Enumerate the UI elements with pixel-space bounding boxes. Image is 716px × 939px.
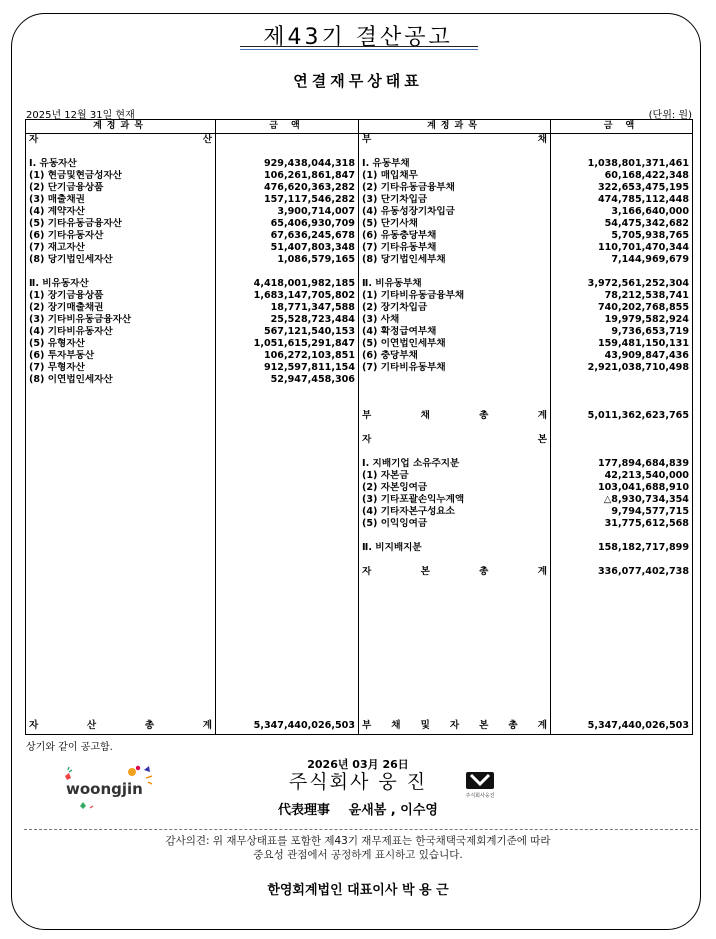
amount-cell: 43,909,847,436 — [551, 350, 693, 362]
amount-cell: 54,475,342,682 — [551, 218, 693, 230]
amount-cell — [216, 422, 359, 434]
account-cell — [26, 542, 216, 554]
amount-cell: 159,481,150,131 — [551, 338, 693, 350]
account-cell: (5) 단기사채 — [359, 218, 551, 230]
account-cell — [26, 530, 216, 542]
noncurrent-liab-value: 3,972,561,252,304 — [551, 278, 693, 290]
amount-cell — [551, 266, 693, 278]
amount-cell: 3,900,714,007 — [216, 206, 359, 218]
account-cell — [26, 146, 216, 158]
account-cell: (1) 자본금 — [359, 470, 551, 482]
account-cell — [26, 554, 216, 566]
account-cell: (3) 기타비유동금융자산 — [26, 314, 216, 326]
table-total-row — [26, 718, 693, 735]
table-row — [26, 554, 693, 566]
account-cell: (1) 장기금융상품 — [26, 290, 216, 302]
table-row — [26, 458, 693, 470]
account-cell: (2) 자본잉여금 — [359, 482, 551, 494]
current-assets-label: Ⅰ. 유동자산 — [26, 158, 216, 170]
amount-cell — [551, 386, 693, 398]
audit-line-1: 감사의견: 위 재무상태표를 포함한 제43기 재무제표는 한국채택국제회계기준에 따라 — [165, 835, 551, 847]
amount-cell — [216, 482, 359, 494]
account-cell: (1) 현금및현금성자산 — [26, 170, 216, 182]
table-row — [26, 566, 693, 578]
amount-cell — [216, 494, 359, 506]
account-cell: (6) 기타유동자산 — [26, 230, 216, 242]
table-row — [26, 362, 693, 374]
col-amount-left: 금 액 — [216, 120, 359, 134]
asset-total-label: 자 산 총 계 — [29, 720, 212, 731]
account-cell: (3) 기타포괄손익누계액 — [359, 494, 551, 506]
amount-cell — [216, 266, 359, 278]
amount-cell: 1,086,579,165 — [216, 254, 359, 266]
amount-cell: 476,620,363,282 — [216, 182, 359, 194]
account-cell — [359, 374, 551, 386]
account-cell: (5) 기타유동금융자산 — [26, 218, 216, 230]
account-cell: (2) 장기매출채권 — [26, 302, 216, 314]
account-cell: (4) 기타자본구성요소 — [359, 506, 551, 518]
amount-cell — [551, 578, 693, 718]
account-cell: (4) 확정급여부채 — [359, 326, 551, 338]
noncurrent-assets-value: 4,418,001,982,185 — [216, 278, 359, 290]
as-of-date: 2025년 12월 31일 현재 — [26, 110, 135, 121]
amount-cell — [551, 422, 693, 434]
equity-total-value: 336,077,402,738 — [551, 566, 693, 578]
amount-cell — [216, 446, 359, 458]
amount-cell: 103,041,688,910 — [551, 482, 693, 494]
audit-line-2: 중요성 관점에서 공정하게 표시하고 있습니다. — [253, 849, 463, 861]
account-cell: (2) 장기차입금 — [359, 302, 551, 314]
table-row — [26, 506, 693, 518]
table-row — [26, 518, 693, 530]
account-cell — [26, 386, 216, 398]
table-row — [26, 578, 693, 718]
account-cell: (8) 당기법인세자산 — [26, 254, 216, 266]
amount-cell: 2,921,038,710,498 — [551, 362, 693, 374]
table-row — [26, 158, 693, 170]
amount-cell — [551, 530, 693, 542]
amount-cell — [216, 410, 359, 422]
account-cell: (3) 사채 — [359, 314, 551, 326]
account-cell — [26, 446, 216, 458]
amount-cell — [551, 374, 693, 386]
table-row — [26, 230, 693, 242]
account-cell: (2) 기타유동금융부채 — [359, 182, 551, 194]
amount-cell — [216, 386, 359, 398]
account-cell: (8) 이연법인세자산 — [26, 374, 216, 386]
amount-cell: 60,168,422,348 — [551, 170, 693, 182]
amount-cell — [551, 554, 693, 566]
account-cell: (5) 이익잉여금 — [359, 518, 551, 530]
amount-cell: 322,653,475,195 — [551, 182, 693, 194]
amount-cell: 78,212,538,741 — [551, 290, 693, 302]
table-row — [26, 374, 693, 386]
account-cell — [359, 530, 551, 542]
table-row — [26, 470, 693, 482]
amount-cell: 67,636,245,678 — [216, 230, 359, 242]
amount-cell: 7,144,969,679 — [551, 254, 693, 266]
amount-cell: 52,947,458,306 — [216, 374, 359, 386]
account-cell: (4) 유동성장기차입금 — [359, 206, 551, 218]
table-row — [26, 206, 693, 218]
amount-cell — [551, 434, 693, 446]
table-row — [26, 326, 693, 338]
rep-title: 代表理事 — [278, 803, 331, 818]
account-cell — [359, 554, 551, 566]
table-row — [26, 350, 693, 362]
amount-cell: 25,528,723,484 — [216, 314, 359, 326]
account-cell — [26, 422, 216, 434]
account-cell — [26, 470, 216, 482]
table-row — [26, 218, 693, 230]
amount-cell: 1,051,615,291,847 — [216, 338, 359, 350]
liab-total-value: 5,011,362,623,765 — [551, 410, 693, 422]
account-cell: (6) 유동충당부채 — [359, 230, 551, 242]
amount-cell — [216, 530, 359, 542]
liab-total-label: 부 채 총 계 — [362, 410, 547, 421]
amount-cell — [216, 146, 359, 158]
amount-cell — [216, 518, 359, 530]
amount-cell: 474,785,112,448 — [551, 194, 693, 206]
account-cell — [359, 446, 551, 458]
equity-total-label: 자 본 총 계 — [362, 566, 547, 577]
table-row — [26, 254, 693, 266]
equity-heading: 자 본 — [362, 434, 547, 445]
svg-text:주식회사웅진: 주식회사웅진 — [465, 793, 495, 799]
account-cell — [359, 422, 551, 434]
asset-total-value: 5,347,440,026,503 — [216, 718, 359, 735]
account-cell: (2) 단기금융상품 — [26, 182, 216, 194]
account-cell — [359, 266, 551, 278]
account-cell: (7) 무형자산 — [26, 362, 216, 374]
nci-value: 158,182,717,899 — [551, 542, 693, 554]
amount-cell — [216, 542, 359, 554]
title-underline — [240, 46, 478, 47]
noncurrent-liab-label: Ⅱ. 비유동부채 — [359, 278, 551, 290]
col-amount-right: 금 액 — [551, 120, 693, 134]
account-cell — [359, 578, 551, 718]
amount-cell: 9,794,577,715 — [551, 506, 693, 518]
account-cell — [359, 146, 551, 158]
amount-cell: 31,775,612,568 — [551, 518, 693, 530]
title-underline-accent — [240, 49, 478, 50]
amount-cell: 19,979,582,924 — [551, 314, 693, 326]
amount-cell: 1,683,147,705,802 — [216, 290, 359, 302]
auditor-signature: 한영회계법인 대표이사 박 용 근 — [267, 883, 449, 898]
account-cell — [26, 506, 216, 518]
nci-label: Ⅱ. 비지배지분 — [359, 542, 551, 554]
account-cell: (5) 유형자산 — [26, 338, 216, 350]
table-row — [26, 266, 693, 278]
noncurrent-assets-label: Ⅱ. 비유동자산 — [26, 278, 216, 290]
table-row — [26, 386, 693, 398]
account-cell — [26, 482, 216, 494]
amount-cell: 157,117,546,282 — [216, 194, 359, 206]
account-cell: (4) 기타비유동자산 — [26, 326, 216, 338]
amount-cell: 9,736,653,719 — [551, 326, 693, 338]
amount-cell — [216, 134, 359, 147]
account-cell — [26, 518, 216, 530]
amount-cell — [216, 434, 359, 446]
announcement-note: 상기와 같이 공고함. — [26, 742, 113, 753]
table-row — [26, 494, 693, 506]
amount-cell: 42,213,540,000 — [551, 470, 693, 482]
amount-cell: 106,261,861,847 — [216, 170, 359, 182]
table-row — [26, 194, 693, 206]
company-seal-icon — [465, 771, 495, 799]
divider — [24, 829, 698, 830]
account-cell — [26, 566, 216, 578]
le-total-value: 5,347,440,026,503 — [551, 718, 693, 735]
amount-cell: 110,701,470,344 — [551, 242, 693, 254]
amount-cell: 5,705,938,765 — [551, 230, 693, 242]
amount-cell — [216, 398, 359, 410]
account-cell — [26, 434, 216, 446]
table-row — [26, 182, 693, 194]
table-row — [26, 398, 693, 410]
account-cell: (1) 매입채무 — [359, 170, 551, 182]
amount-cell — [551, 446, 693, 458]
table-row — [26, 446, 693, 458]
le-total-label: 부 채 및 자 본 총 계 — [362, 720, 547, 731]
company-name: 주식회사 웅 진 — [288, 771, 428, 793]
table-row — [26, 314, 693, 326]
table-row — [26, 134, 693, 147]
amount-cell — [551, 398, 693, 410]
account-cell: (6) 투자부동산 — [26, 350, 216, 362]
rep-names: 윤새봄 , 이수영 — [348, 803, 438, 818]
account-cell: (3) 매출채권 — [26, 194, 216, 206]
table-row — [26, 410, 693, 422]
account-cell — [359, 718, 551, 735]
account-cell — [359, 410, 551, 422]
account-cell: (5) 이연법인세부채 — [359, 338, 551, 350]
amount-cell — [216, 506, 359, 518]
table-row — [26, 530, 693, 542]
amount-cell: 912,597,811,154 — [216, 362, 359, 374]
table-row — [26, 434, 693, 446]
table-row — [26, 146, 693, 158]
representatives — [0, 799, 716, 818]
amount-cell — [551, 134, 693, 147]
table-row — [26, 542, 693, 554]
account-cell — [359, 398, 551, 410]
table-row — [26, 302, 693, 314]
announcement-date: 2026년 03月 26日 — [307, 758, 409, 771]
table-row — [26, 482, 693, 494]
asset-heading: 자 산 — [29, 134, 212, 145]
unit-label: (단위: 원) — [648, 110, 692, 121]
account-cell — [26, 134, 216, 147]
current-assets-value: 929,438,044,318 — [216, 158, 359, 170]
account-cell: (7) 기타유동부채 — [359, 242, 551, 254]
amount-cell — [216, 470, 359, 482]
account-cell — [359, 434, 551, 446]
svg-text:woongjin: woongjin — [66, 780, 143, 798]
account-cell — [26, 718, 216, 735]
account-cell: (4) 계약자산 — [26, 206, 216, 218]
amount-cell — [216, 458, 359, 470]
amount-cell — [216, 578, 359, 718]
amount-cell — [216, 554, 359, 566]
amount-cell — [551, 146, 693, 158]
account-cell — [26, 266, 216, 278]
account-cell: (7) 재고자산 — [26, 242, 216, 254]
account-cell — [26, 578, 216, 718]
col-account-left: 계정과목 — [26, 120, 216, 134]
amount-cell: 65,406,930,709 — [216, 218, 359, 230]
account-cell — [359, 134, 551, 147]
col-account-right: 계정과목 — [359, 120, 551, 134]
liability-heading: 부 채 — [362, 134, 547, 145]
account-cell: (3) 단기차입금 — [359, 194, 551, 206]
current-liab-label: Ⅰ. 유동부채 — [359, 158, 551, 170]
controlling-interest-label: Ⅰ. 지배기업 소유주지분 — [359, 458, 551, 470]
account-cell — [26, 458, 216, 470]
page-title: 제43기 결산공고 — [263, 25, 453, 50]
account-cell — [359, 386, 551, 398]
amount-cell: 18,771,347,588 — [216, 302, 359, 314]
account-cell — [359, 566, 551, 578]
statement-title: 연결재무상태표 — [293, 72, 423, 90]
account-cell: (1) 기타비유동금융부채 — [359, 290, 551, 302]
amount-cell: 740,202,768,855 — [551, 302, 693, 314]
table-row — [26, 278, 693, 290]
account-cell: (8) 당기법인세부채 — [359, 254, 551, 266]
controlling-interest-value: 177,894,684,839 — [551, 458, 693, 470]
amount-cell: △8,930,734,354 — [551, 494, 693, 506]
account-cell — [26, 410, 216, 422]
amount-cell: 3,166,640,000 — [551, 206, 693, 218]
table-row — [26, 338, 693, 350]
amount-cell: 106,272,103,851 — [216, 350, 359, 362]
audit-opinion — [0, 834, 716, 862]
table-row — [26, 170, 693, 182]
account-cell — [26, 494, 216, 506]
amount-cell: 567,121,540,153 — [216, 326, 359, 338]
balance-sheet-table — [25, 119, 693, 735]
account-cell: (6) 충당부채 — [359, 350, 551, 362]
table-header-row — [26, 120, 693, 134]
amount-cell — [216, 566, 359, 578]
account-cell — [26, 398, 216, 410]
table-row — [26, 422, 693, 434]
current-liab-value: 1,038,801,371,461 — [551, 158, 693, 170]
account-cell: (7) 기타비유동부채 — [359, 362, 551, 374]
table-row — [26, 290, 693, 302]
table-row — [26, 242, 693, 254]
amount-cell: 51,407,803,348 — [216, 242, 359, 254]
